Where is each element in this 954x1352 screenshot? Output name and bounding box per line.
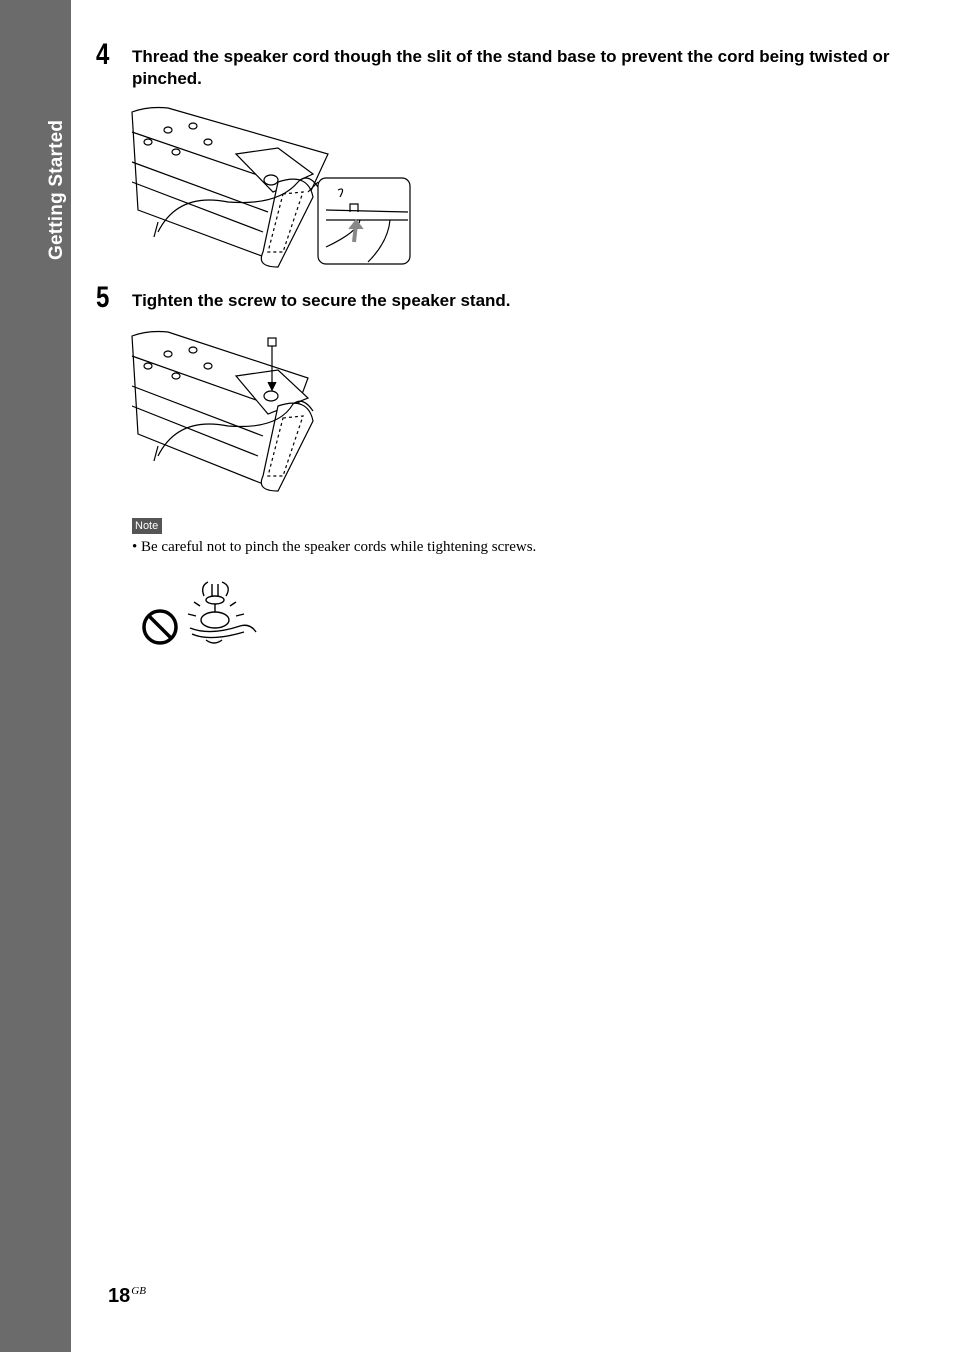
step-5-number: 5	[96, 281, 110, 314]
page-suffix: GB	[131, 1285, 146, 1297]
side-tab-label: Getting Started	[46, 119, 67, 260]
page-number-value: 18	[108, 1285, 131, 1307]
speaker-stand-cord-icon	[128, 102, 418, 270]
prohibited-pinch-icon	[140, 576, 262, 648]
step-4-number: 4	[96, 38, 110, 71]
speaker-stand-screw-icon	[128, 326, 328, 494]
step-4-text: Thread the speaker cord though the slit of the stand base to prevent the cord being twisted or pinched.	[132, 47, 890, 88]
step-5-text: Tighten the screw to secure the speaker stand.	[132, 291, 511, 310]
note-badge: Note	[132, 518, 162, 534]
page-number	[108, 1285, 146, 1308]
note-text: • Be careful not to pinch the speaker cords while tightening screws.	[132, 539, 537, 555]
